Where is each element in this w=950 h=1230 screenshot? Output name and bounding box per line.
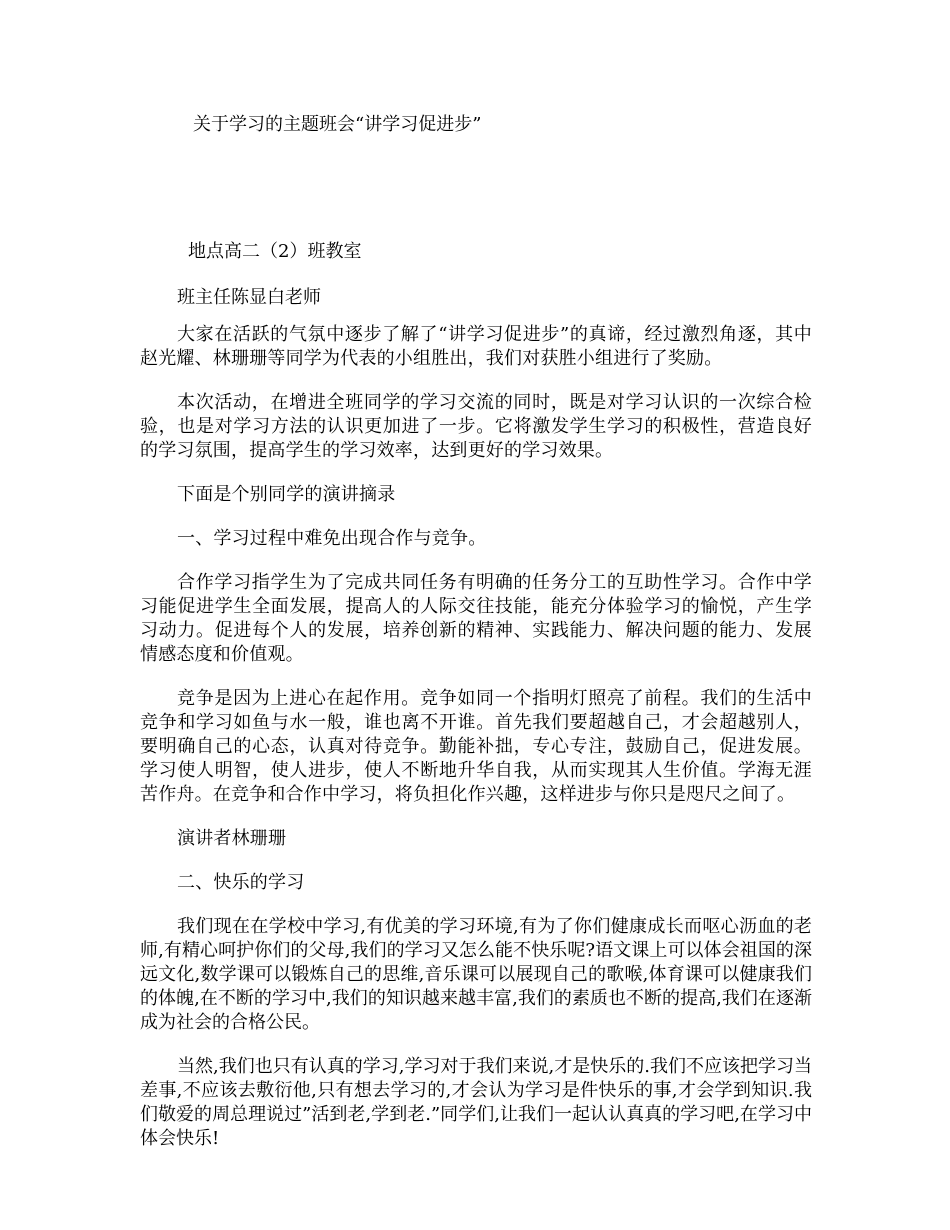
meeting-location: 地点高二（2）班教室	[188, 241, 362, 262]
paragraph-cooperation: 合作学习指学生为了完成共同任务有明确的任务分工的互助性学习。合作中学习能促进学生全面发展，提高人的人际交往技能，能充分体验学习的愉悦，产生学习动力。促进每个人的发展，培养创新的精神、实践能力、解决问题的能力、发展情感态度和价值观。	[140, 572, 812, 665]
paragraph-summary: 大家在活跃的气氛中逐步了解了“讲学习促进步”的真谛，经过激烈角逐，其中赵光耀、林珊珊等同学为代表的小组胜出，我们对获胜小组进行了奖励。	[140, 324, 812, 369]
head-teacher: 班主任陈显白老师	[177, 287, 321, 308]
speaker-name: 演讲者林珊珊	[177, 828, 287, 849]
paragraph-happy-learning: 我们现在在学校中学习,有优美的学习环境,有为了你们健康成长而呕心沥血的老师,有精心呵护你们的父母,我们的学习又怎么能不快乐呢?语文课上可以体会祖国的深远文化,数学课可以锻炼自己的思维,音乐课可以展现自己的歌喉,体育课可以健康我们的体魄,在不断的学习中,我们的知识越来越丰富,我们的素质也不断的提高,我们在逐渐成为社会的合格公民。	[140, 916, 812, 1033]
section-heading-1: 一、学习过程中难免出现合作与竞争。	[177, 528, 487, 549]
document-title: 关于学习的主题班会“讲学习促进步”	[193, 114, 482, 135]
paragraph-serious-learning: 当然,我们也只有认真的学习,学习对于我们来说,才是快乐的.我们不应该把学习当差事,不应该去敷衍他,只有想去学习的,才会认为学习是件快乐的事,才会学到知识.我们敬爱的周总理说过”活到老,学到老.”同学们,让我们一起认认真真的学习吧,在学习中体会快乐!	[140, 1056, 812, 1149]
section-heading-2: 二、快乐的学习	[177, 872, 305, 893]
document-body	[140, 323, 812, 1171]
paragraph-competition: 竞争是因为上进心在起作用。竞争如同一个指明灯照亮了前程。我们的生活中竞争和学习如鱼与水一般，谁也离不开谁。首先我们要超越自己，才会超越别人，要明确自己的心态，认真对待竞争。勤能补拙，专心专注，鼓励自己，促进发展。学习使人明智，使人进步，使人不断地升华自我，从而实现其人生价值。学海无涯苦作舟。在竞争和合作中学习，将负担化作兴趣，这样进步与你只是咫尺之间了。	[140, 688, 812, 805]
paragraph-speech-intro: 下面是个别同学的演讲摘录	[177, 484, 396, 505]
paragraph-activity-review: 本次活动，在增进全班同学的学习交流的同时，既是对学习认识的一次综合检验，也是对学习方法的认识更加进了一步。它将激发学生学习的积极性，营造良好的学习氛围，提高学生的学习效率，达到更好的学习效果。	[140, 392, 812, 461]
